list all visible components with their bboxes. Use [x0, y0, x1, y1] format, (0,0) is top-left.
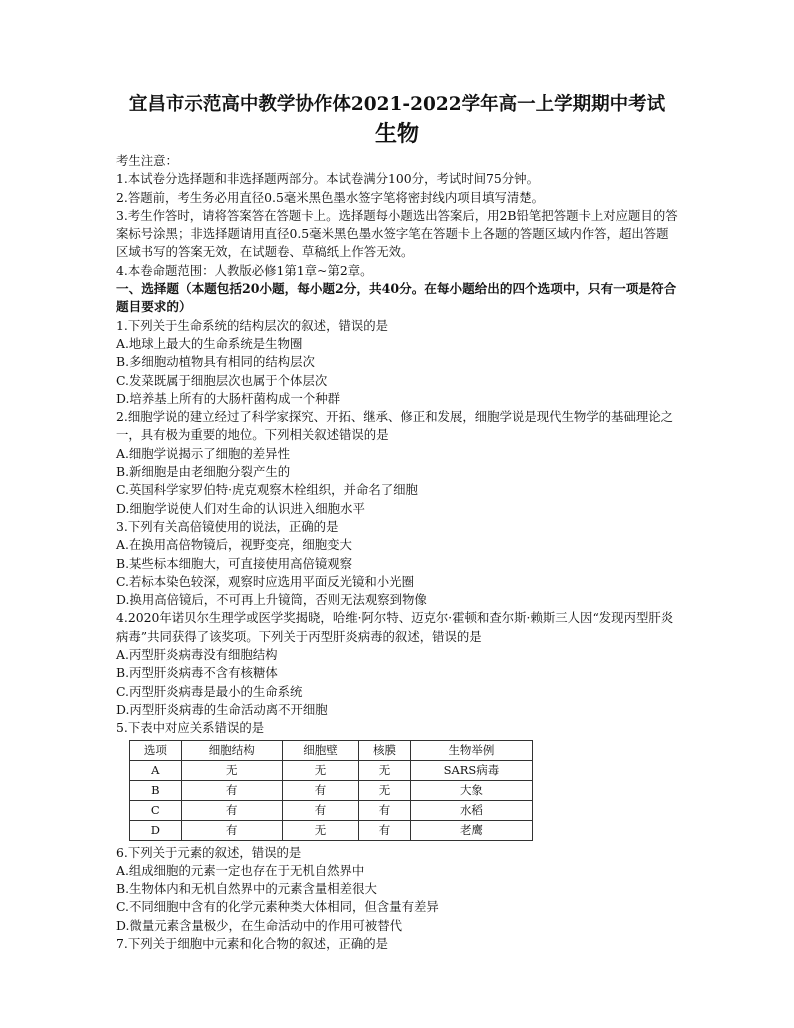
question-stem: 1.下列关于生命系统的结构层次的叙述，错误的是 [116, 317, 389, 333]
table-cell: 无 [359, 760, 411, 780]
table-header-cell: 细胞壁 [282, 740, 358, 760]
table-cell: 老鹰 [410, 820, 532, 840]
table-cell: C [130, 800, 182, 820]
question-stem: 5.下表中对应关系错误的是 [116, 720, 265, 736]
option-d: D.微量元素含量极少，在生命活动中的作用可被替代 [116, 917, 403, 933]
option-b: B.新细胞是由老细胞分裂产生的 [116, 464, 291, 480]
table-row [130, 760, 533, 780]
table-cell: 有 [282, 780, 358, 800]
option-a: A.组成细胞的元素一定也存在于无机自然界中 [116, 862, 365, 878]
table-cell: D [130, 820, 182, 840]
section-heading: 一、选择题（本题包括20小题，每小题2分，共40分。在每小题给出的四个选项中，只有一项是符合题目要求的） [116, 281, 677, 315]
option-d: D.细胞学说使人们对生命的认识进入细胞水平 [116, 500, 365, 516]
table-cell: 有 [359, 820, 411, 840]
table-cell: 无 [282, 820, 358, 840]
exam-page [116, 92, 678, 953]
option-a: A.丙型肝炎病毒没有细胞结构 [116, 647, 278, 663]
option-b: B.生物体内和无机自然界中的元素含量相差很大 [116, 881, 377, 897]
option-d: D.丙型肝炎病毒的生命活动离不开细胞 [116, 701, 328, 717]
notice-item: 2.答题前，考生务必用直径0.5毫米黑色墨水签字笔将密封线内项目填写清楚。 [116, 189, 545, 205]
table-header-cell: 生物举例 [410, 740, 532, 760]
exam-title: 宜昌市示范高中教学协作体2021-2022学年高一上学期期中考试 [128, 94, 666, 115]
option-d: D.培养基上所有的大肠杆菌构成一个种群 [116, 390, 341, 406]
question-stem: 6.下列关于元素的叙述，错误的是 [116, 844, 302, 860]
exam-subject: 生物 [374, 121, 419, 147]
table-row [130, 780, 533, 800]
option-c: C.丙型肝炎病毒是最小的生命系统 [116, 683, 303, 699]
correspondence-table [129, 740, 533, 841]
table-cell: 无 [282, 760, 358, 780]
table-cell: SARS病毒 [410, 760, 532, 780]
table-cell: A [130, 760, 182, 780]
table-cell: 有 [359, 800, 411, 820]
question-7 [116, 935, 678, 953]
notice-item: 1.本试卷分选择题和非选择题两部分。本试卷满分100分，考试时间75分钟。 [116, 171, 539, 187]
question-3 [116, 518, 678, 609]
question-4 [116, 609, 678, 719]
table-cell: 有 [181, 780, 282, 800]
table-header-cell: 细胞结构 [181, 740, 282, 760]
table-cell: B [130, 780, 182, 800]
table-cell: 有 [181, 820, 282, 840]
table-row [130, 820, 533, 840]
option-d: D.换用高倍镜后，不可再上升镜筒，否则无法观察到物像 [116, 592, 427, 608]
option-c: C.不同细胞中含有的化学元素种类大体相同，但含量有差异 [116, 899, 439, 915]
option-a: A.地球上最大的生命系统是生物圈 [116, 335, 303, 351]
notice-item: 4.本卷命题范围：人教版必修1第1章~第2章。 [116, 262, 373, 278]
option-b: B.多细胞动植物具有相同的结构层次 [116, 354, 315, 370]
question-5 [116, 719, 678, 840]
option-b: B.丙型肝炎病毒不含有核糖体 [116, 665, 278, 681]
table-header-cell: 核膜 [359, 740, 411, 760]
question-stem: 3.下列有关高倍镜使用的说法，正确的是 [116, 518, 339, 534]
table-cell: 水稻 [410, 800, 532, 820]
table-cell: 大象 [410, 780, 532, 800]
question-stem: 2.细胞学说的建立经过了科学家探究、开拓、继承、修正和发展，细胞学说是现代生物学的基础理论之一，具有极为重要的地位。下列相关叙述错误的是 [116, 409, 674, 443]
table-cell: 有 [181, 800, 282, 820]
table-cell: 无 [181, 760, 282, 780]
table-header-cell: 选项 [130, 740, 182, 760]
notice-block [116, 152, 678, 280]
table-cell: 有 [282, 800, 358, 820]
notice-heading: 考生注意： [116, 153, 178, 168]
question-stem: 7.下列关于细胞中元素和化合物的叙述，正确的是 [116, 935, 389, 951]
option-c: C.发菜既属于细胞层次也属于个体层次 [116, 372, 328, 388]
option-c: C.若标本染色较深，观察时应选用平面反光镜和小光圈 [116, 573, 414, 589]
table-cell: 无 [359, 780, 411, 800]
question-2 [116, 408, 678, 518]
table-row [130, 800, 533, 820]
notice-item: 3.考生作答时，请将答案答在答题卡上。选择题每小题选出答案后，用2B铅笔把答题卡上对应题目的答案标号涂黑；非选择题请用直径0.5毫米黑色墨水签字笔在答题卡上各题的答题区域内作答，超出答题区域书写的答案无效，在试题卷、草稿纸上作答无效。 [116, 207, 678, 260]
option-a: A.细胞学说揭示了细胞的差异性 [116, 445, 290, 461]
question-6 [116, 844, 678, 935]
option-a: A.在换用高倍物镜后，视野变亮，细胞变大 [116, 537, 352, 553]
option-c: C.英国科学家罗伯特·虎克观察木栓组织，并命名了细胞 [116, 482, 418, 498]
question-1 [116, 317, 678, 408]
question-stem: 4.2020年诺贝尔生理学或医学奖揭晓，哈维·阿尔特、迈克尔·霍顿和查尔斯·赖斯三人因“发现丙型肝炎病毒”共同获得了该奖项。下列关于丙型肝炎病毒的叙述，错误的是 [116, 610, 674, 644]
option-b: B.某些标本细胞大，可直接使用高倍镜观察 [116, 555, 353, 571]
table-header-row [130, 740, 533, 760]
